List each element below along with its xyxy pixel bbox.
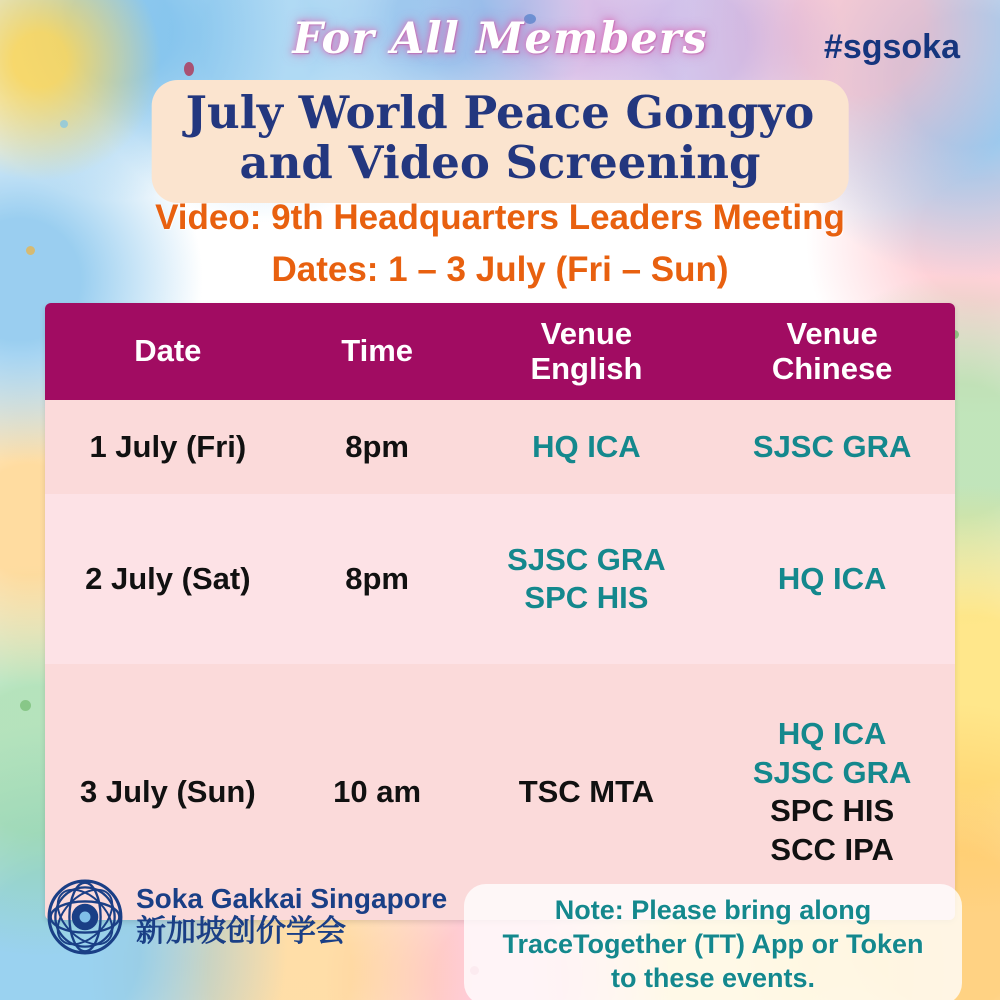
dates-subtitle: Dates: 1 – 3 July (Fri – Sun)	[271, 250, 729, 289]
table-row	[45, 400, 955, 494]
column-header-venue-chinese	[709, 303, 955, 400]
cell-date: 2 July (Sat)	[45, 494, 291, 664]
schedule-table	[45, 303, 955, 920]
organization-logo-block	[46, 878, 447, 956]
note-line-3: to these events.	[610, 962, 816, 993]
table-row	[45, 494, 955, 664]
column-header-date	[45, 303, 291, 400]
paint-speckle	[20, 700, 31, 711]
cell-venue-english	[464, 494, 710, 664]
title-line-2: and Video Screening	[239, 136, 761, 190]
venue-chinese-line1: HQ ICA	[777, 715, 887, 751]
venue-english-line2: SPC HIS	[524, 580, 649, 616]
soka-logo-icon	[46, 878, 124, 956]
cell-date: 1 July (Fri)	[45, 400, 291, 494]
column-header-date-line1: Date	[134, 333, 202, 369]
cell-time: 10 am	[291, 664, 464, 920]
schedule-table-wrapper	[45, 303, 955, 920]
note-line-1: Note: Please bring along	[554, 895, 872, 925]
video-subtitle: Video: 9th Headquarters Leaders Meeting	[155, 198, 845, 237]
column-header-venue-english	[464, 303, 710, 400]
cell-venue-chinese: HQ ICA	[709, 494, 955, 664]
paint-speckle	[60, 120, 68, 128]
venue-chinese-line2: SJSC GRA	[752, 754, 912, 790]
page-title	[152, 80, 849, 203]
paint-speckle	[184, 62, 194, 76]
cell-date: 3 July (Sun)	[45, 664, 291, 920]
venue-chinese-line4: SCC IPA	[770, 832, 894, 868]
column-header-time-line1: Time	[341, 333, 414, 369]
organization-name	[136, 884, 447, 949]
column-header-time	[291, 303, 464, 400]
organization-name-zh: 新加坡创价学会	[136, 914, 346, 950]
cell-time: 8pm	[291, 400, 464, 494]
cell-venue-chinese: SJSC GRA	[709, 400, 955, 494]
cell-time: 8pm	[291, 494, 464, 664]
hashtag-label: #sgsoka	[823, 28, 960, 66]
column-header-venue-english-line2: English	[530, 350, 643, 386]
note-line-2: TraceTogether (TT) App or Token	[502, 928, 924, 959]
cell-venue-english: HQ ICA	[464, 400, 710, 494]
venue-english-line1: SJSC GRA	[507, 541, 666, 577]
venue-chinese-line3: SPC HIS	[770, 793, 895, 829]
organization-name-en: Soka Gakkai Singapore	[136, 883, 448, 915]
cell-venue-english: TSC MTA	[464, 664, 710, 920]
column-header-venue-english-line1: Venue	[540, 316, 633, 351]
column-header-venue-chinese-line1: Venue	[786, 316, 878, 351]
column-header-venue-chinese-line2: Chinese	[771, 350, 893, 386]
note-box	[464, 884, 962, 1005]
title-line-1: July World Peace Gongyo	[185, 86, 815, 139]
table-header-row	[45, 303, 955, 400]
eyebrow-text: For All Members	[292, 14, 708, 64]
cell-venue-chinese	[709, 664, 955, 920]
